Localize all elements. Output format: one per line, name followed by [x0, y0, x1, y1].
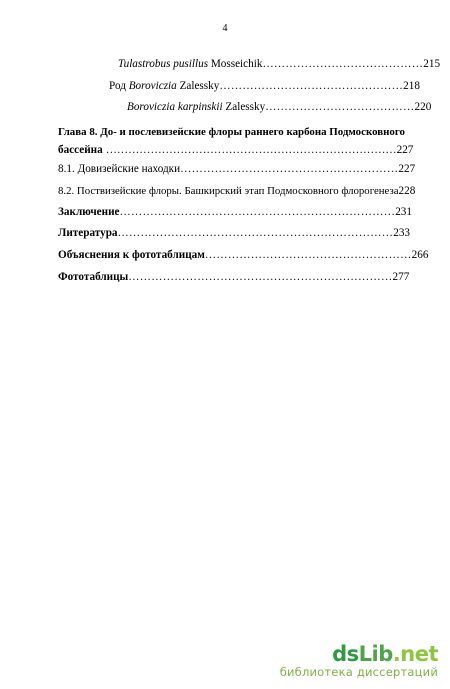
toc-entry-prefix [127, 100, 265, 114]
toc-plate-explanations [58, 248, 429, 262]
page-ref: 277 [392, 271, 410, 283]
page-ref: 218 [403, 80, 420, 92]
toc-section-8-2 [58, 184, 416, 198]
section-label: 8.1. Довизейские находки [58, 163, 181, 175]
dot-leader: ………………………………………… [219, 80, 404, 92]
section-label: Фототаблицы [58, 271, 129, 283]
section-label: Заключение [58, 206, 120, 218]
page-ref: 215 [423, 58, 441, 70]
chapter-8-title-line2-row [58, 141, 414, 159]
toc-conclusion [58, 205, 412, 219]
chapter-8-title-line2: бассейна [58, 144, 103, 156]
dot-leader: …………………………………………………………… [128, 271, 393, 283]
toc-entry-prefix [109, 79, 219, 93]
toc-entry-boroviczia-genus [109, 79, 420, 93]
section-label: Литература [58, 227, 118, 239]
page-ref: 233 [393, 227, 411, 239]
chapter-8-heading [58, 123, 414, 159]
dslib-logo: dsLib.net [332, 642, 438, 666]
toc-entry-tulastrobus [118, 57, 441, 71]
page-number: 4 [222, 23, 228, 34]
taxon-author: Zalessky [222, 101, 266, 113]
toc-entry-boroviczia-karpinskii [127, 100, 432, 114]
toc-entry-prefix [118, 57, 262, 71]
page-ref: 266 [411, 249, 429, 261]
page-ref: 220 [414, 101, 432, 113]
dslib-subtitle: библиотека диссертаций [279, 665, 438, 679]
dot-leader: …………………………………………………………………… [105, 144, 397, 156]
dslib-watermark [280, 643, 438, 679]
taxon-author: Mosseichik [208, 58, 263, 70]
section-label: 8.2. Поствизейские флоры. Башкирский этап Подмосковного флорогенеза [58, 185, 399, 197]
page-ref: 227 [398, 163, 416, 175]
dot-leader: ………………………………… [265, 101, 415, 113]
taxon-name: Boroviczia karpinskii [127, 101, 223, 113]
dot-leader: ………………………………………………… [180, 163, 399, 175]
toc-literature [58, 226, 411, 240]
rank-label: Род [109, 80, 129, 92]
dot-leader: ……………………………………………………………… [117, 227, 394, 239]
taxon-name: Tulastrobus pusillus [118, 58, 209, 70]
toc-plates [58, 270, 410, 284]
page-ref: 227 [396, 144, 414, 156]
chapter-8-title-line1: Глава 8. До- и послевизейские флоры раннего карбона Подмосковного [58, 126, 405, 138]
dot-leader: ……………………………………………………………… [119, 206, 396, 218]
page-ref: 228 [398, 185, 416, 197]
taxon-author: Zalessky [176, 80, 220, 92]
dot-leader: ……………………………………………… [204, 249, 412, 261]
section-label: Объяснения к фототаблицам [58, 249, 205, 261]
dot-leader: …………………………………… [262, 58, 424, 70]
taxon-name: Boroviczia [128, 80, 177, 92]
page-ref: 231 [395, 206, 412, 218]
toc-section-8-1 [58, 162, 416, 176]
